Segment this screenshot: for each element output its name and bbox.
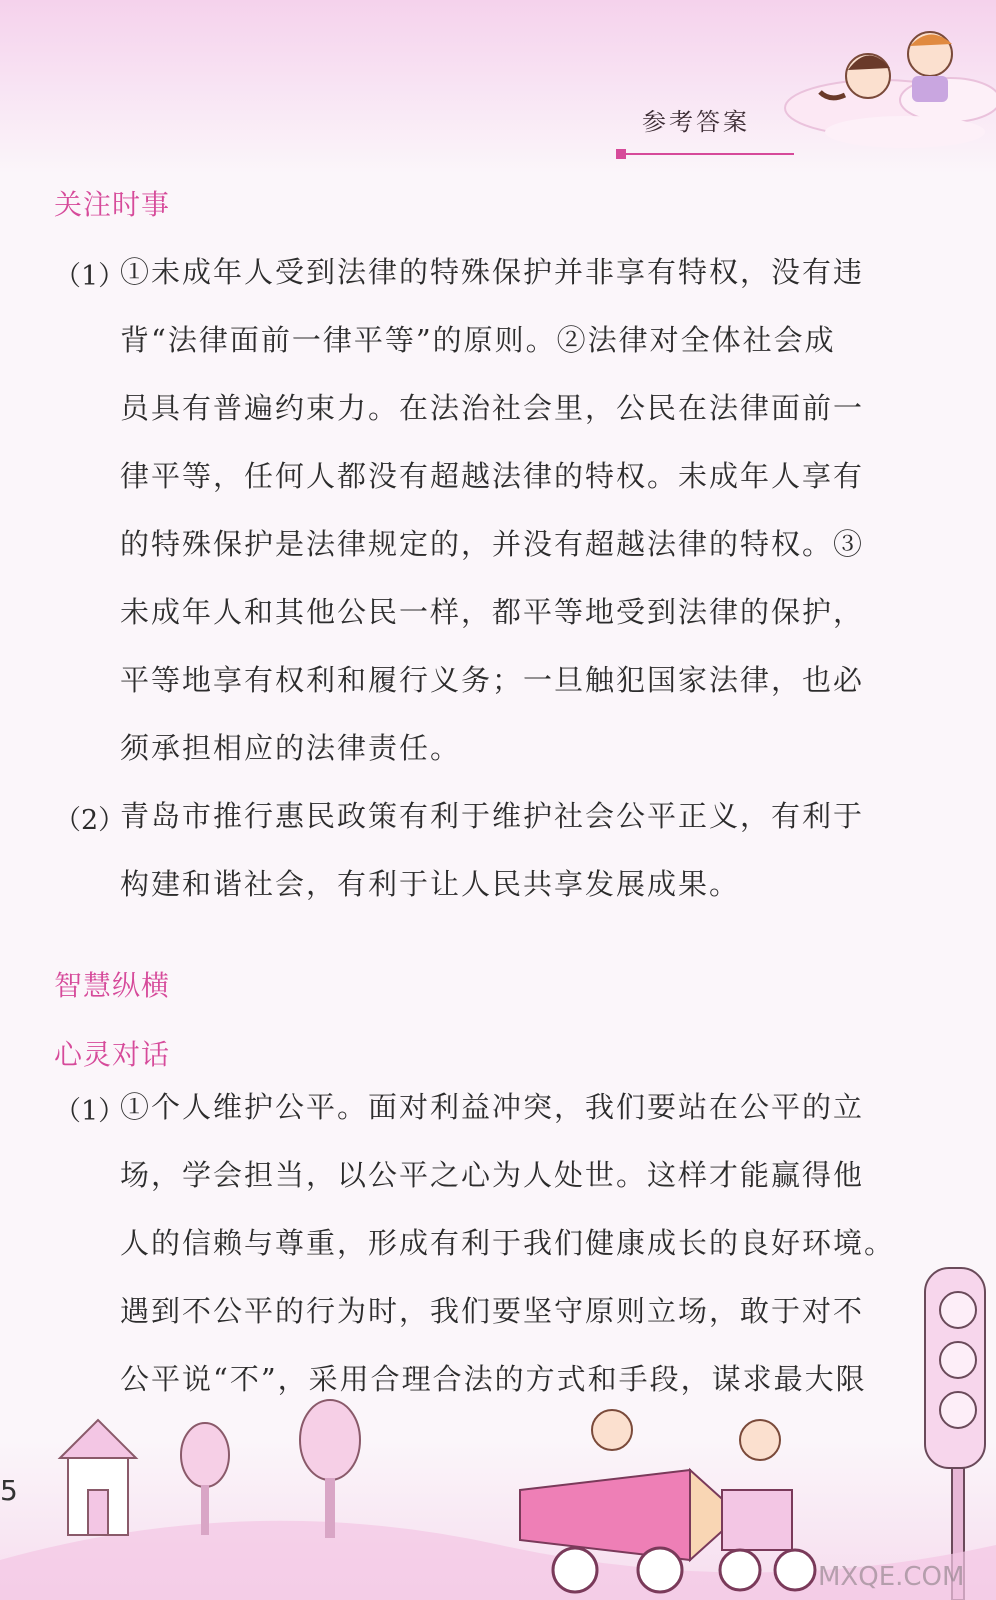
answer-line: 未成年人和其他公民一样，都平等地受到法律的保护，	[120, 595, 865, 629]
answer-line: 构建和谐社会，有利于让人民共享发展成果。	[120, 867, 741, 901]
answer-line: 人的信赖与尊重，形成有利于我们健康成长的良好环境。	[120, 1226, 896, 1260]
answer-line: 遇到不公平的行为时，我们要坚守原则立场，敢于对不	[120, 1294, 865, 1328]
item-label-1: （1）	[54, 261, 126, 292]
answer-line: 场，学会担当，以公平之心为人处世。这样才能赢得他	[120, 1158, 865, 1192]
item-label-2: （2）	[54, 805, 126, 836]
answer-line: 公平说“不”，采用合理合法的方式和手段，谋求最大限	[120, 1362, 867, 1396]
section-heading-dialogue: 心灵对话	[54, 1038, 171, 1071]
answer-line: 背“法律面前一律平等”的原则。②法律对全体社会成	[120, 323, 836, 357]
answer-line: ①个人维护公平。面对利益冲突，我们要站在公平的立	[120, 1090, 865, 1124]
answer-line: 平等地享有权利和履行义务；一旦触犯国家法律，也必	[120, 663, 865, 697]
header-title: 参考答案	[642, 108, 750, 136]
answer-line: 员具有普遍约束力。在法治社会里，公民在法律面前一	[120, 391, 865, 425]
answer-line: 青岛市推行惠民政策有利于维护社会公平正义，有利于	[120, 799, 865, 833]
answer-line: ①未成年人受到法律的特殊保护并非享有特权，没有违	[120, 255, 865, 289]
answer-line: 须承担相应的法律责任。	[120, 731, 462, 765]
answer-line: 律平等，任何人都没有超越法律的特权。未成年人享有	[120, 459, 865, 493]
section-heading-wisdom: 智慧纵横	[54, 969, 171, 1002]
section-heading-current-events: 关注时事	[54, 188, 171, 221]
watermark-text: MXQE.COM	[818, 1562, 965, 1592]
answer-line: 的特殊保护是法律规定的，并没有超越法律的特权。③	[120, 527, 865, 561]
page-number: 5	[0, 1474, 18, 1507]
item-label-1b: （1）	[54, 1096, 126, 1127]
